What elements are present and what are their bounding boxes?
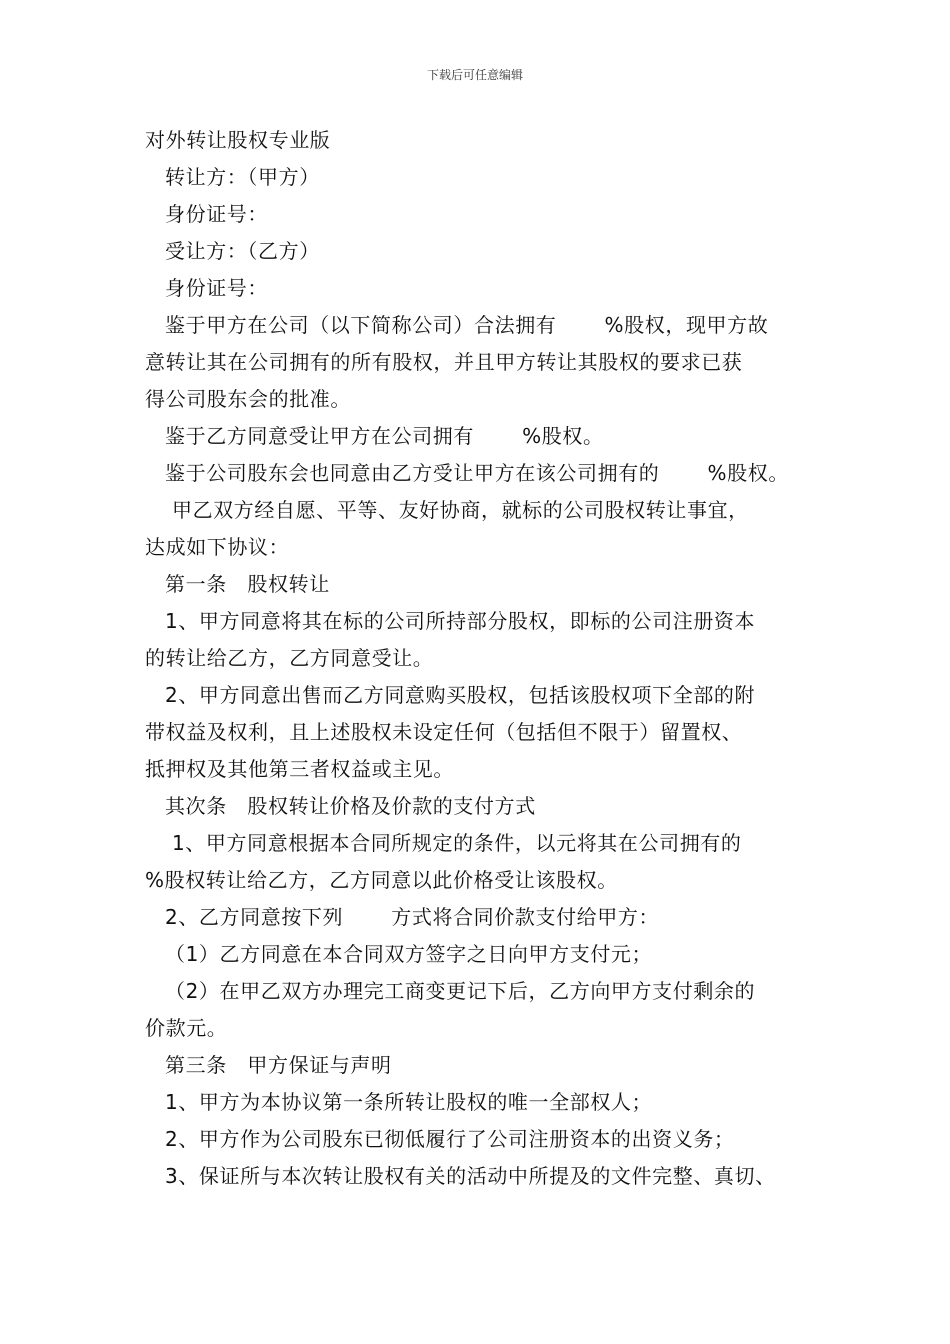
transferee-id-line: 身份证号： [165,276,268,300]
article-2-clause-2-item-1: （1）乙方同意在本合同双方签字之日向甲方支付元； [165,942,653,966]
article-2-clause-2-item-2-line-1: （2）在甲乙双方办理完工商变更记下后，乙方向甲方支付剩余的 [165,979,756,1003]
article-2-clause-2-item-2-line-2: 价款元。 [145,1016,228,1040]
document-title: 对外转让股权专业版 [145,128,331,152]
article-2-clause-1-line-1: 1、甲方同意根据本合同所规定的条件，以元将其在公司拥有的 [165,831,742,855]
article-1-clause-1-line-1: 1、甲方同意将其在标的公司所持部分股权，即标的公司注册资本 [165,609,756,633]
recital-3: 鉴于公司股东会也同意由乙方受让甲方在该公司拥有的 %股权。 [165,461,789,485]
recital-2: 鉴于乙方同意受让甲方在公司拥有 %股权。 [165,424,604,448]
transferee-line: 受让方：（乙方） [165,239,320,263]
article-3-heading: 第三条 甲方保证与声明 [165,1053,392,1077]
article-1-heading: 第一条 股权转让 [165,572,330,596]
article-2-heading: 其次条 股权转让价格及价款的支付方式 [165,794,536,818]
article-1-clause-2-line-2: 带权益及权利，且上述股权未设定任何（包括但不限于）留置权、 [145,720,743,744]
article-1-clause-2-line-3: 抵押权及其他第三者权益或主见。 [145,757,454,781]
article-2-clause-2: 2、乙方同意按下列 方式将合同价款支付给甲方： [165,905,660,929]
recital-1-line-2: 意转让其在公司拥有的所有股权，并且甲方转让其股权的要求已获 [145,350,743,374]
article-1-clause-2-line-1: 2、甲方同意出售而乙方同意购买股权，包括该股权项下全部的附 [165,683,756,707]
document-body [145,122,835,1195]
recital-1-line-3: 得公司股东会的批准。 [145,387,351,411]
page-header-note: 下载后可任意编辑 [426,68,523,82]
article-3-clause-2: 2、甲方作为公司股东已彻低履行了公司注册资本的出资义务； [165,1127,735,1151]
article-1-clause-1-line-2: 的转让给乙方，乙方同意受让。 [145,646,434,670]
transferor-id-line: 身份证号： [165,202,268,226]
recital-1-line-1: 鉴于甲方在公司（以下简称公司）合法拥有 %股权，现甲方故 [165,313,769,337]
agreement-intro-line-2: 达成如下协议： [145,535,290,559]
article-3-clause-3-line-1: 3、保证所与本次转让股权有关的活动中所提及的文件完整、真切、 [165,1164,776,1188]
agreement-intro-line-1: 甲乙双方经自愿、平等、友好协商，就标的公司股权转让事宜， [165,498,749,522]
article-3-clause-1: 1、甲方为本协议第一条所转让股权的唯一全部权人； [165,1090,653,1114]
article-2-clause-1-line-2: %股权转让给乙方，乙方同意以此价格受让该股权。 [145,868,618,892]
transferor-line: 转让方：（甲方） [165,165,320,189]
